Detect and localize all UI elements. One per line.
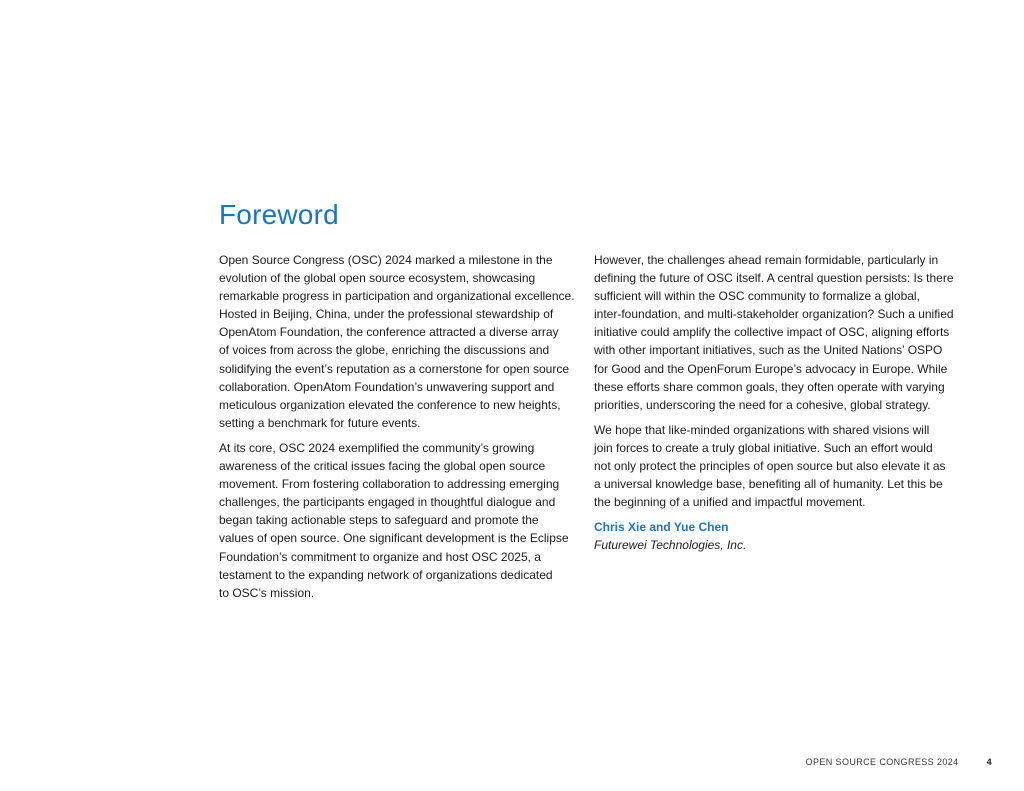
signature-name: Chris Xie and Yue Chen — [594, 520, 729, 535]
paragraph: At its core, OSC 2024 exemplified the community’s growing awareness of the critical issues facing the global open source movement. From fostering collaboration to addressing emerging challenges, the participants engaged in thoughtful dialogue and began taking actionable steps to safeguard and promote the values of open source. One significant development is the Eclipse Foundation’s commitment to organize and host OSC 2025, a testament to the expanding network of organizations dedicated to OSC’s mission. — [219, 440, 569, 600]
paragraph: We hope that like-minded organizations with shared visions will join forces to create a truly global initiative. Such an effort would not only protect the principles of open source but also elevate it as a universal knowledge base, benefiting all of humanity. Let this be the beginning of a unified and impactful movement. — [594, 422, 946, 510]
page-number: 4 — [986, 757, 992, 767]
footer-label: OPEN SOURCE CONGRESS 2024 — [805, 757, 959, 767]
page-title: Foreword — [219, 199, 339, 230]
left-column — [219, 251, 581, 609]
right-column — [594, 251, 956, 555]
signature-organization: Futurewei Technologies, Inc. — [594, 538, 747, 553]
paragraph: Open Source Congress (OSC) 2024 marked a milestone in the evolution of the global open source ecosystem, showcasing remarkable progress in participation and organizational excellence. Hosted in Beijing, China, under the professional stewardship of OpenAtom Foundation, the conference attracted a diverse array of voices from across the globe, enriching the discussions and solidifying the event’s reputation as a cornerstone for open source collaboration. OpenAtom Foundation’s unwavering support and meticulous organization elevated the conference to new heights, setting a benchmark for future events. — [219, 253, 575, 430]
page-footer — [806, 757, 992, 767]
paragraph: However, the challenges ahead remain formidable, particularly in defining the future of OSC itself. A central question persists: Is there sufficient will within the OSC community to formalize a global, inter-foundation, and multi-stakeholder organization? Such a unified initiative could amplify the collective impact of OSC, aligning efforts with other important initiatives, such as the United Nations’ OSPO for Good and the OpenForum Europe’s advocacy in Europe. While these efforts share common goals, they often operate with varying priorities, underscoring the need for a cohesive, global strategy. — [594, 253, 954, 412]
